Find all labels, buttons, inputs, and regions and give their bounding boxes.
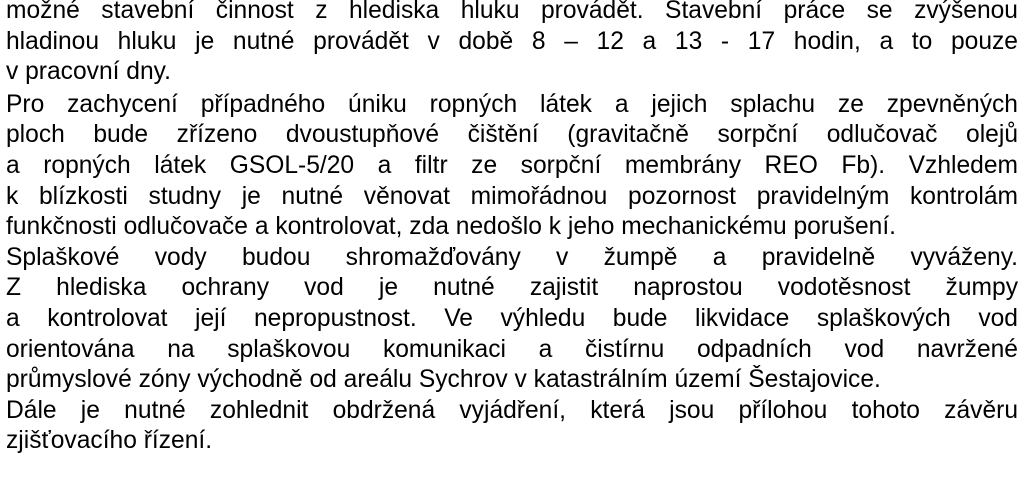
text-line: hladinou hluku je nutné provádět v době 8 – 12 a 13 - 17 hodin, a to pouze [6,27,1018,55]
text-line: Dále je nutné zohlednit obdržená vyjádření, která jsou přílohou tohoto závěru [6,396,1018,424]
text-line: Pro zachycení případného úniku ropných látek a jejich splachu ze zpevněných [6,90,1018,118]
paragraph-sewage [6,243,1018,396]
paragraph-noise-restrictions [6,0,1018,88]
text-line: ploch bude zřízeno dvoustupňové čištění (gravitačně sorpční odlučovač olejů [6,121,1018,149]
text-line: zjišťovacího řízení. [6,427,213,455]
text-line: Splaškové vody budou shromažďovány v žumpě a pravidelně vyváženy. [6,243,1018,271]
text-line: v pracovní dny. [6,58,171,86]
paragraph-statements [6,396,1018,457]
text-line: funkčnosti odlučovače a kontrolovat, zda nedošlo k jeho mechanickému porušení. [6,213,896,241]
paragraph-oil-separator [6,90,1018,243]
text-line: a kontrolovat její nepropustnost. Ve výhledu bude likvidace splaškových vod [6,304,1018,332]
text-line: orientována na splaškovou komunikaci a čistírnu odpadních vod navržené [6,335,1018,363]
text-line: k blízkosti studny je nutné věnovat mimořádnou pozornost pravidelným kontrolám [6,182,1018,210]
text-line: a ropných látek GSOL-5/20 a filtr ze sorpční membrány REO Fb). Vzhledem [6,151,1018,179]
text-line: Z hlediska ochrany vod je nutné zajistit naprostou vodotěsnost žumpy [6,274,1018,302]
text-line: možné stavební činnost z hlediska hluku provádět. Stavební práce se zvýšenou [6,0,1018,24]
text-line: průmyslové zóny východně od areálu Sychrov v katastrálním území Šestajovice. [6,366,881,394]
